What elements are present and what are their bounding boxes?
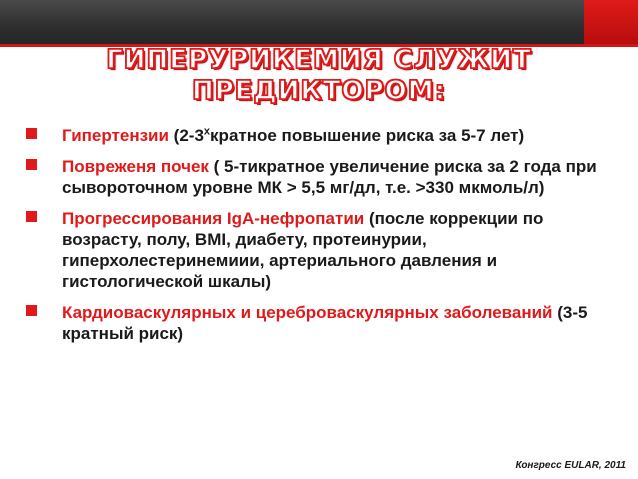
bullet-square-icon bbox=[26, 128, 37, 139]
bullet-hypertension bbox=[26, 125, 606, 146]
bullet-square-icon bbox=[26, 305, 37, 316]
header-band bbox=[0, 0, 638, 44]
bullet-cardiovascular bbox=[26, 302, 606, 344]
bullet-kidney-damage bbox=[26, 156, 606, 198]
bullet-text: (после коррекции по возрасту, полу, BMI, диабету, протеинурии, гиперхолестеринемиии, артериального давления и гистологической шкалы) bbox=[62, 209, 544, 291]
bullet-lead: Гипертензии bbox=[62, 126, 169, 145]
bullet-lead: Кардиоваскулярных и цереброваскулярных заболеваний bbox=[62, 303, 553, 322]
bullet-text: ( 5-тикратное увеличение риска за 2 года при сывороточном уровне МК > 5,5 мг/дл, т.е. >330 мкмоль/л) bbox=[62, 157, 597, 197]
slide-title-line2: ПРЕДИКТОРОМ: bbox=[191, 76, 446, 106]
slide-title-line1: ГИПЕРУРИКЕМИЯ СЛУЖИТ bbox=[106, 45, 532, 75]
bullet-text: (2-3 bbox=[168, 126, 204, 145]
header-accent-block bbox=[584, 0, 638, 44]
bullet-iga-nephropathy bbox=[26, 208, 606, 292]
bullet-square-icon bbox=[26, 211, 37, 222]
bullet-text: кратное повышение риска за 5-7 лет) bbox=[210, 126, 525, 145]
bullet-superscript: х bbox=[203, 125, 211, 138]
bullet-lead: Повреженя почек bbox=[62, 157, 209, 176]
bullet-lead: Прогрессирования IgA-нефропатии bbox=[62, 209, 365, 228]
bullet-text: (3-5 кратный риск) bbox=[62, 303, 588, 343]
slide-title bbox=[0, 45, 638, 107]
bullet-list bbox=[26, 125, 606, 354]
bullet-square-icon bbox=[26, 159, 37, 170]
source-citation: Конгресс EULAR, 2011 bbox=[515, 460, 626, 471]
